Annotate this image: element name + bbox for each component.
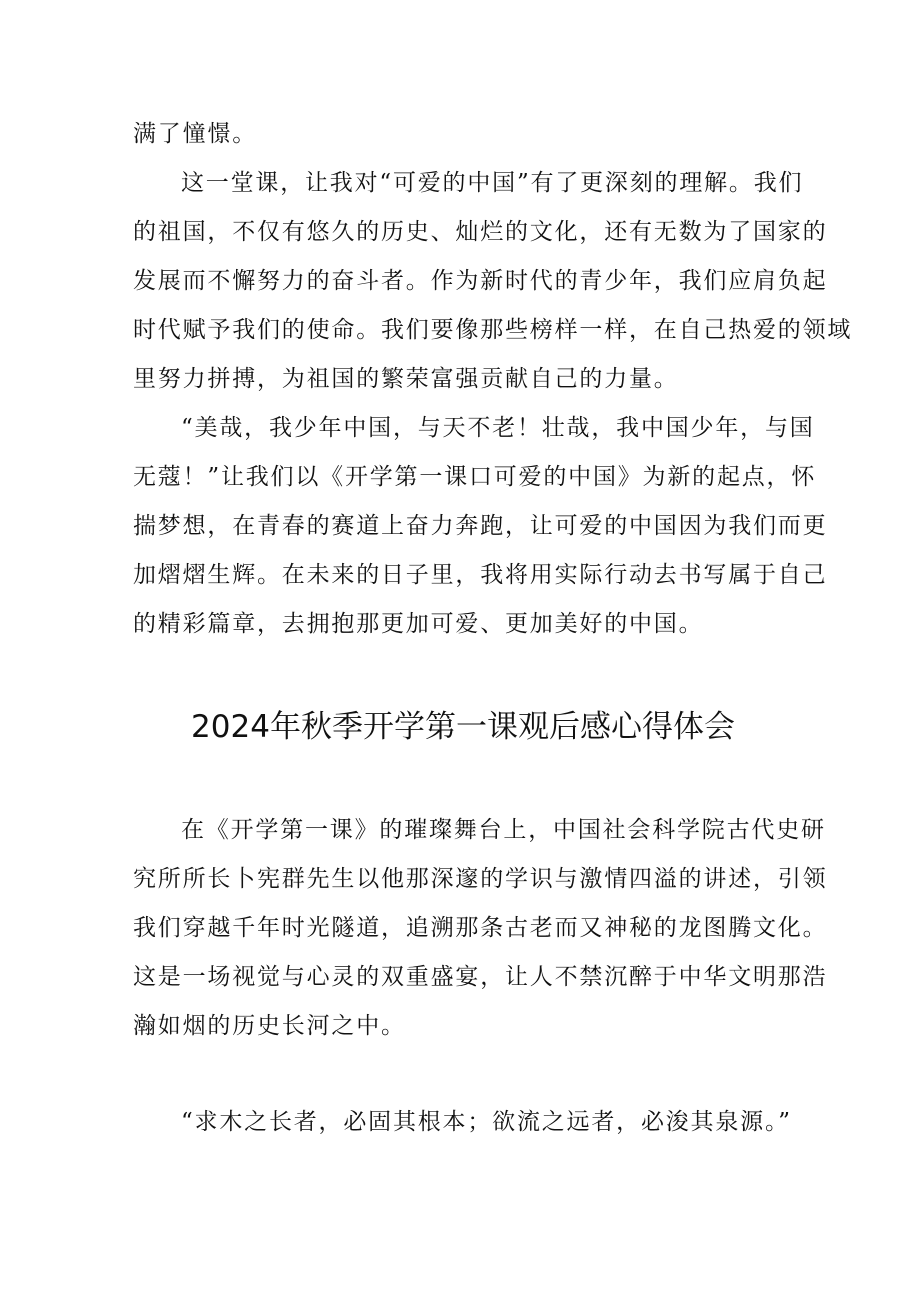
paragraph-line: 发展而不懈努力的奋斗者。作为新时代的青少年，我们应肩负起 bbox=[133, 268, 828, 294]
essay-title: 2024年秋季开学第一课观后感心得体会 bbox=[191, 709, 735, 745]
essay-paragraphs-top bbox=[133, 110, 853, 649]
paragraph-line: 加熠熠生辉。在未来的日子里，我将用实际行动去书写属于自己 bbox=[133, 562, 828, 588]
essay-paragraphs-bottom bbox=[133, 806, 828, 1051]
paragraph-line: 时代赋予我们的使命。我们要像那些榜样一样，在自己热爱的领域 bbox=[133, 317, 853, 343]
paragraph-line: 揣梦想，在青春的赛道上奋力奔跑，让可爱的中国因为我们而更 bbox=[133, 513, 828, 539]
paragraph-line: 的祖国，不仅有悠久的历史、灿烂的文化，还有无数为了国家的 bbox=[133, 219, 828, 245]
quote-block bbox=[133, 1098, 793, 1147]
paragraph-line: 究所所长卜宪群先生以他那深邃的学识与激情四溢的讲述，引领 bbox=[133, 866, 828, 892]
paragraph-line: 瀚如烟的历史长河之中。 bbox=[133, 1013, 406, 1039]
quote-line: “求木之长者，必固其根本；欲流之远者，必浚其泉源。” bbox=[181, 1109, 792, 1135]
paragraph-line: “美哉，我少年中国，与天不老！壮哉，我中国少年，与国 bbox=[181, 415, 815, 441]
paragraph-line: 我们穿越千年时光隧道，追溯那条古老而又神秘的龙图腾文化。 bbox=[133, 915, 828, 941]
paragraph-line: 的精彩篇章，去拥抱那更加可爱、更加美好的中国。 bbox=[133, 611, 704, 637]
paragraph-line: 这一堂课，让我对“可爱的中国”有了更深刻的理解。我们 bbox=[181, 170, 804, 196]
paragraph-line: 满了憧憬。 bbox=[133, 121, 257, 147]
paragraph-line: 在《开学第一课》的璀璨舞台上，中国社会科学院古代史研 bbox=[181, 817, 826, 843]
paragraph-line: 里努力拼搏，为祖国的繁荣富强贡献自己的力量。 bbox=[133, 366, 679, 392]
paragraph-line: 这是一场视觉与心灵的双重盛宴，让人不禁沉醉于中华文明那浩 bbox=[133, 964, 828, 990]
paragraph-line: 无蔻！”让我们以《开学第一课口可爱的中国》为新的起点，怀 bbox=[133, 464, 817, 490]
